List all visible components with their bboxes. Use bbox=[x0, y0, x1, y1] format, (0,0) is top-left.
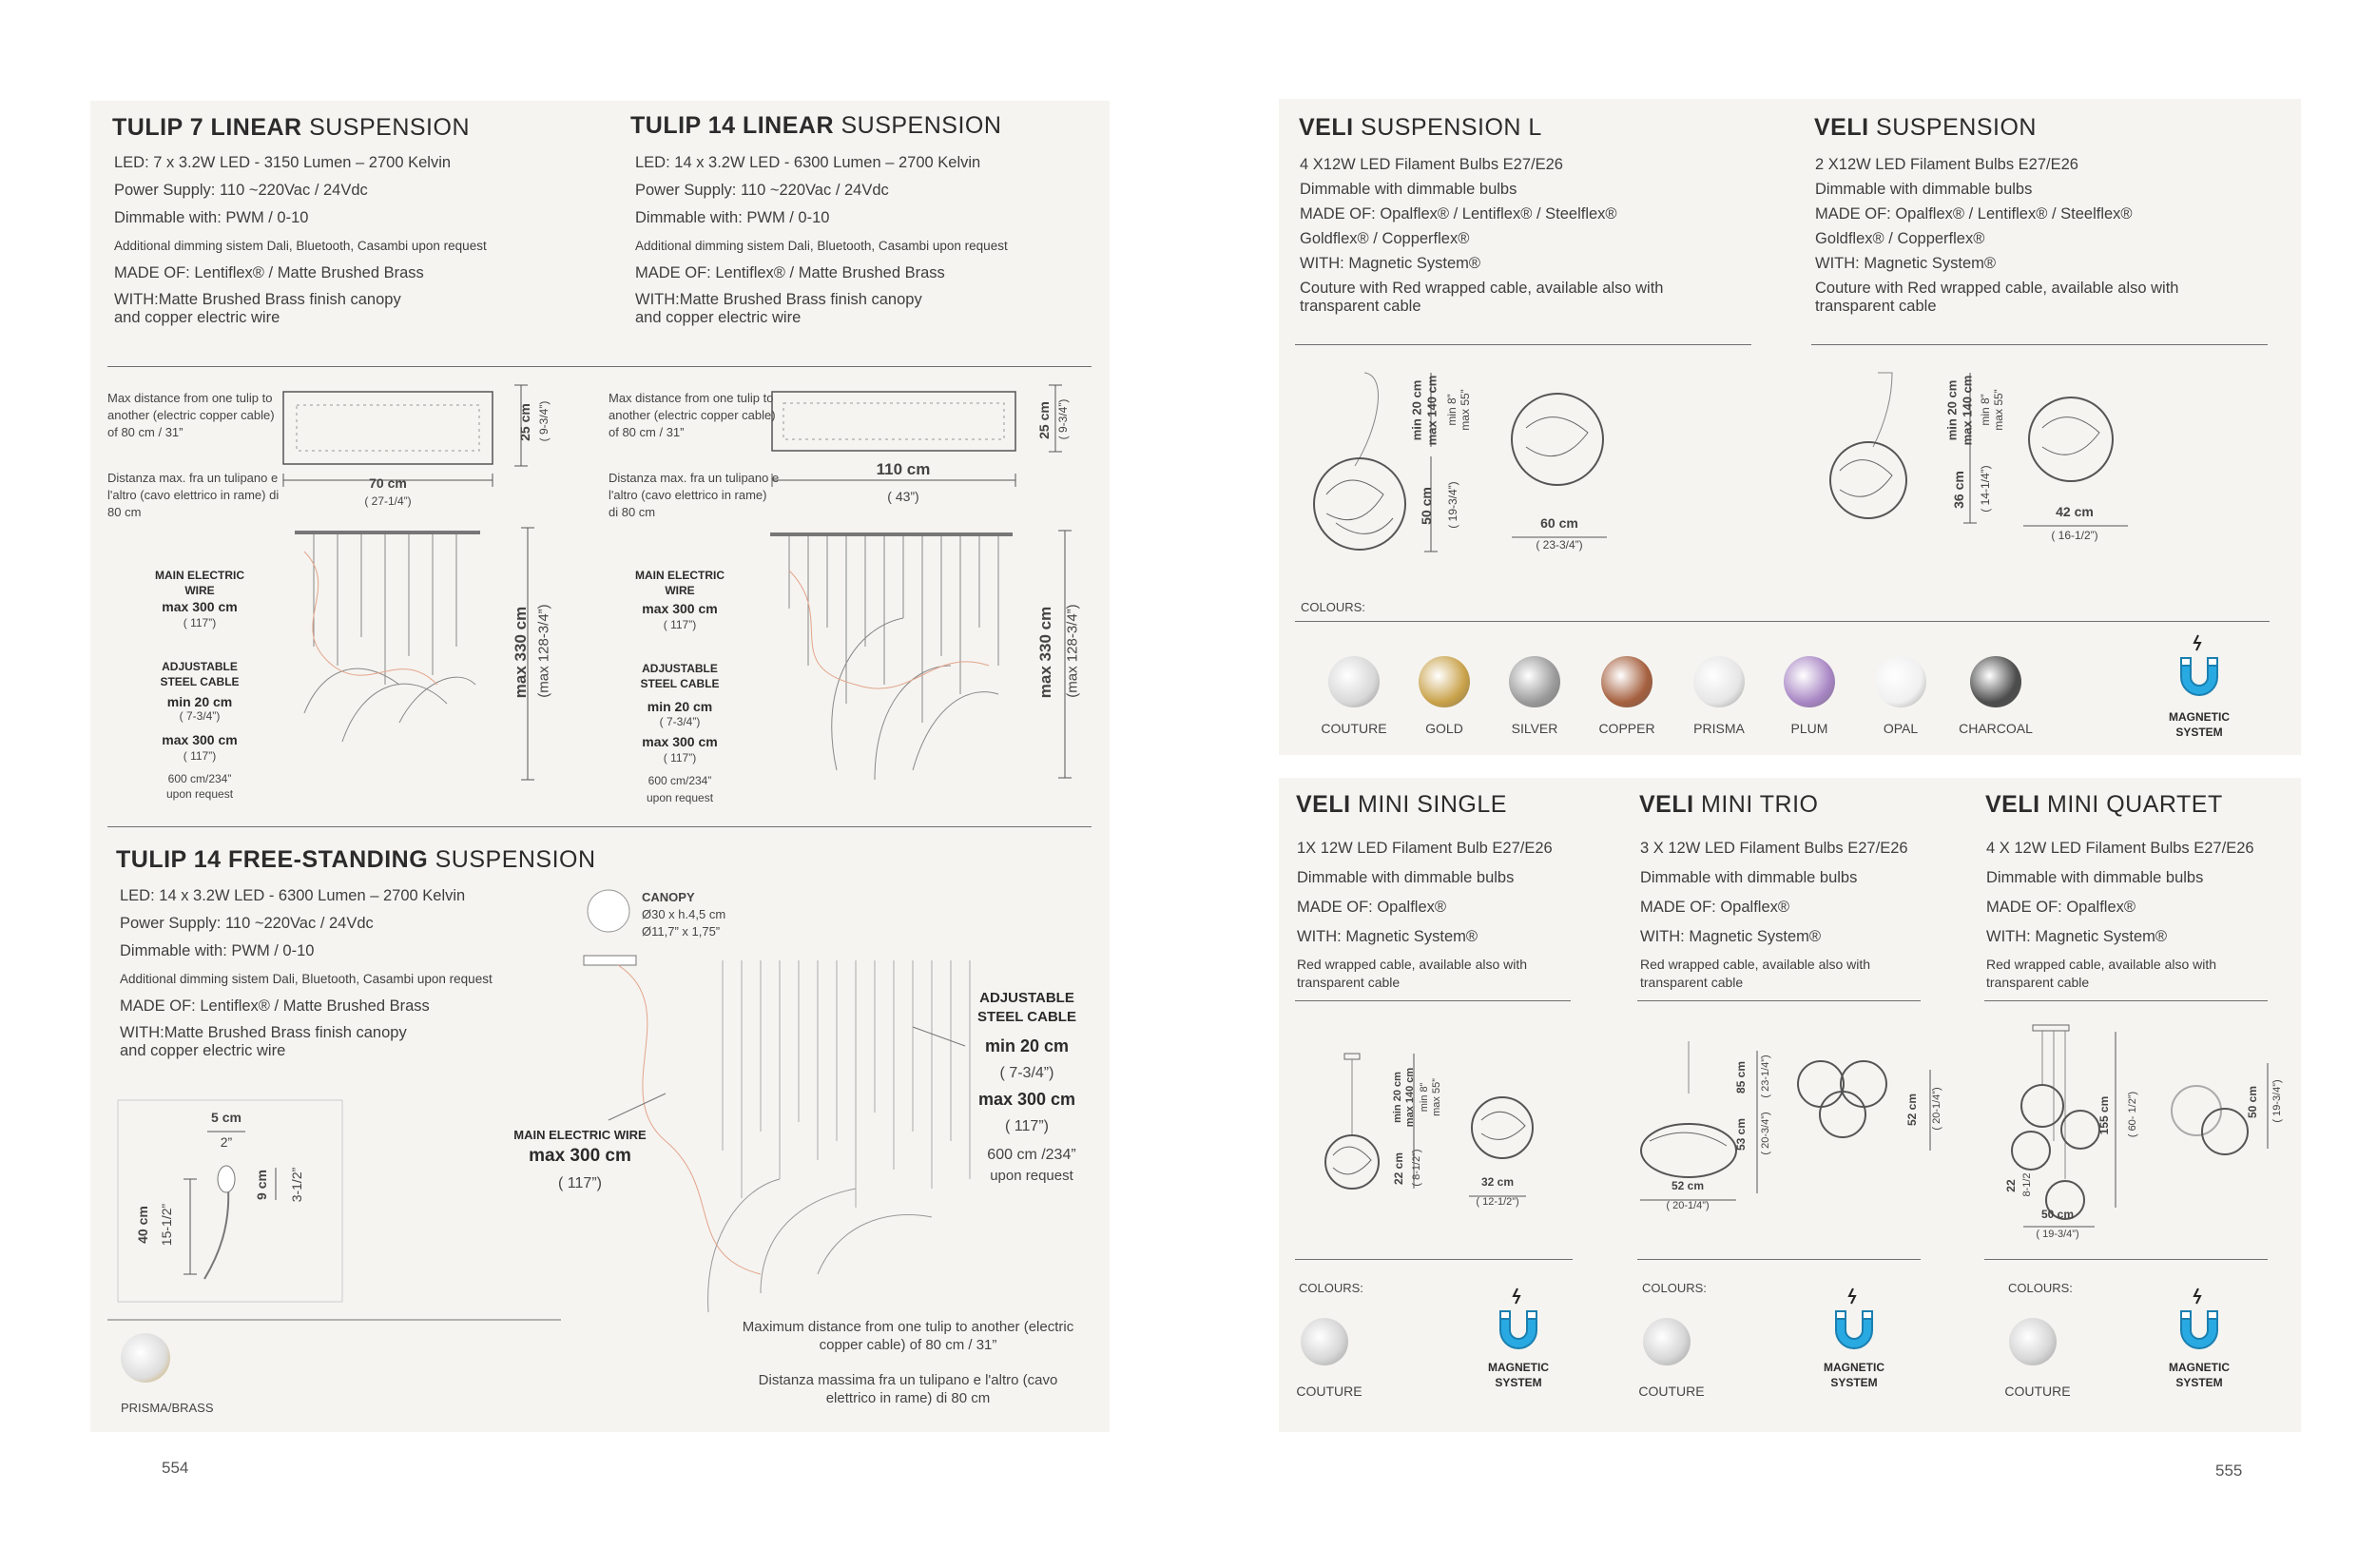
mini-trio-side-h-in: ( 20-1/4”) bbox=[1931, 1087, 1942, 1131]
tulip-free-steel-min-in: ( 7-3/4”) bbox=[999, 1065, 1054, 1081]
veli-mini-single-title: VELI MINI SINGLE bbox=[1296, 791, 1507, 818]
veli-l-title: VELI SUSPENSION L bbox=[1299, 114, 1542, 141]
mini-single-min: min 20 cm bbox=[1392, 1072, 1403, 1123]
mini-single-colours-divider bbox=[1295, 1259, 1573, 1260]
tulip-single-head-h: 9 cm bbox=[254, 1170, 269, 1200]
tulip-single-height-in: 15-1/2” bbox=[159, 1203, 174, 1247]
tulip14-steel-max-in: ( 117”) bbox=[663, 751, 697, 765]
tulip7-upon: 600 cm/234” bbox=[167, 772, 232, 785]
mini-quartet-h: 22 bbox=[2004, 1179, 2018, 1192]
tulip-free-main-wire: MAIN ELECTRIC WIRE bbox=[513, 1128, 647, 1142]
colour-label-gold: GOLD bbox=[1425, 721, 1463, 736]
veli-max-in: max 55” bbox=[1992, 389, 2005, 431]
veli-l-divider bbox=[1295, 344, 1751, 345]
tulip7-drop-in: (max 128-3/4”) bbox=[535, 604, 552, 698]
mini-trio-w-in: ( 20-1/4”) bbox=[1666, 1200, 1710, 1211]
mini-single-couture-label: COUTURE bbox=[1296, 1384, 1362, 1399]
mini-trio-h: 53 cm bbox=[1734, 1117, 1748, 1152]
veli-mini-quartet-specs: 4 X 12W LED Filament Bulbs E27/E26 Dimmable with dimmable bulbs MADE OF: Opalflex® WITH: Magnetic System® Red wrapped cable, available also with transparent cable bbox=[1986, 840, 2254, 990]
mini-trio-couture-label: COUTURE bbox=[1638, 1384, 1705, 1399]
mini-trio-side-h: 52 cm bbox=[1905, 1093, 1919, 1127]
mini-trio-couture-swatch bbox=[1643, 1318, 1691, 1365]
mini-single-w: 32 cm bbox=[1480, 1175, 1515, 1189]
divider-line bbox=[107, 366, 1092, 367]
veli-w: 42 cm bbox=[2056, 504, 2094, 519]
mini-quartet-couture-label: COUTURE bbox=[2004, 1384, 2071, 1399]
tulip7-steel-max: max 300 cm bbox=[162, 732, 238, 747]
tulip14-drop-dim: max 330 cm bbox=[1036, 606, 1054, 699]
colour-label-opal: OPAL bbox=[1883, 721, 1919, 736]
veli-w-in: ( 16-1/2”) bbox=[2051, 529, 2098, 542]
mini-trio-colours-label: COLOURS: bbox=[1642, 1281, 1707, 1295]
colour-label-plum: PLUM bbox=[1790, 721, 1828, 736]
mini-quartet-magnetic-label: MAGNETIC SYSTEM bbox=[2169, 1361, 2230, 1389]
colour-swatch-copper bbox=[1601, 656, 1652, 707]
mini-single-couture-swatch bbox=[1301, 1318, 1348, 1365]
colour-swatch-plum bbox=[1784, 656, 1835, 707]
mini-single-max-in: max 55” bbox=[1431, 1078, 1442, 1116]
veli-l-max: max 140 cm bbox=[1424, 375, 1440, 446]
mini-single-min-in: min 8” bbox=[1419, 1082, 1430, 1113]
mini-trio-magnetic-label: MAGNETIC SYSTEM bbox=[1824, 1361, 1884, 1389]
colour-label-prisma: PRISMA bbox=[1693, 721, 1745, 736]
veli-divider bbox=[1811, 344, 2268, 345]
tulip-free-upon: 600 cm /234” bbox=[987, 1147, 1076, 1163]
tulip-free-steel: ADJUSTABLE STEEL CABLE bbox=[977, 990, 1076, 1025]
veli-l-w-in: ( 23-3/4”) bbox=[1536, 538, 1583, 552]
magnet-icon bbox=[1830, 1288, 1878, 1355]
veli-l-max-in: max 55” bbox=[1459, 389, 1472, 431]
tulip7-max-distance: Max distance from one tulip to another (electric copper cable) of 80 cm / 31” bbox=[107, 391, 275, 439]
tulip-free-upon2: upon request bbox=[990, 1168, 1073, 1184]
tulip-free-note-it: Distanza massima fra un tulipano e l'altro (cavo elettrico in rame) di 80 cm bbox=[758, 1372, 1058, 1406]
tulip-free-steel-max-in: ( 117”) bbox=[1005, 1118, 1049, 1134]
tulip14-drop-in: (max 128-3/4”) bbox=[1064, 604, 1081, 698]
magnet-icon bbox=[2175, 1288, 2223, 1355]
veli-mini-trio-title: VELI MINI TRIO bbox=[1639, 791, 1819, 818]
magnetic-system-label: MAGNETIC SYSTEM bbox=[2169, 710, 2230, 739]
mini-trio-total-h-in: ( 23-1/4”) bbox=[1760, 1055, 1771, 1098]
veli-mini-quartet-divider bbox=[1984, 1000, 2268, 1001]
mini-quartet-total-h: 155 cm bbox=[2097, 1095, 2111, 1135]
mini-quartet-colours-label: COLOURS: bbox=[2008, 1281, 2073, 1295]
veli-l-h: 50 cm bbox=[1419, 487, 1434, 525]
tulip7-height-dim: 25 cm bbox=[517, 403, 532, 441]
mini-quartet-colours-divider bbox=[1984, 1259, 2268, 1260]
colour-label-couture: COUTURE bbox=[1321, 721, 1387, 736]
veli-min-in: min 8” bbox=[1979, 394, 1992, 426]
tulip14-distanza: Distanza max. fra un tulipano e l'altro (cavo elettrico in rame) di 80 cm bbox=[609, 471, 780, 519]
tulip7-steel-min-in: ( 7-3/4”) bbox=[179, 709, 221, 723]
tulip14-main-wire-label: MAIN ELECTRIC WIRE bbox=[635, 569, 725, 597]
veli-mini-drawings bbox=[0, 0, 1, 1]
colour-swatch-opal bbox=[1875, 656, 1926, 707]
tulip7-steel-label: ADJUSTABLE STEEL CABLE bbox=[160, 660, 240, 688]
tulip14-title: TULIP 14 LINEAR SUSPENSION bbox=[630, 112, 1002, 139]
tulip7-main-wire-max: max 300 cm bbox=[162, 599, 238, 614]
tulip-single-head-h-in: 3-1/2” bbox=[289, 1167, 304, 1203]
divider-line bbox=[107, 826, 1092, 827]
tulip7-title: TULIP 7 LINEAR SUSPENSION bbox=[112, 114, 470, 141]
tulip7-drop-dim: max 330 cm bbox=[512, 606, 530, 699]
magnet-icon bbox=[1495, 1288, 1542, 1355]
colours-label: COLOURS: bbox=[1301, 600, 1365, 614]
mini-single-max: max 140 cm bbox=[1404, 1067, 1416, 1128]
colour-swatch-gold bbox=[1419, 656, 1470, 707]
mini-single-h-in: ( 8-1/2”) bbox=[1411, 1149, 1422, 1187]
veli-l-min-in: min 8” bbox=[1445, 394, 1459, 426]
veli-title: VELI SUSPENSION bbox=[1814, 114, 2037, 141]
tulip7-main-wire-in: ( 117”) bbox=[183, 616, 217, 629]
tulip-single-width-in: 2” bbox=[220, 1134, 233, 1150]
mini-quartet-w-in: ( 19-3/4”) bbox=[2036, 1229, 2079, 1240]
veli-specs: 2 X12W LED Filament Bulbs E27/E26 Dimmable with dimmable bulbs MADE OF: Opalflex® / Lentiflex® / Steelflex® Goldflex® / Copperflex® WITH: Magnetic System® Couture with Red wrapped cable, available also with transparent cable bbox=[1815, 156, 2179, 315]
mini-trio-total-h: 85 cm bbox=[1734, 1060, 1748, 1094]
veli-h: 36 cm bbox=[1951, 471, 1966, 509]
tulip14-height-dim: 25 cm bbox=[1036, 401, 1052, 439]
tulip7-width-in: ( 27-1/4”) bbox=[364, 494, 412, 508]
mini-quartet-side-h-in: ( 19-3/4”) bbox=[2271, 1079, 2283, 1123]
colour-label-charcoal: CHARCOAL bbox=[1959, 721, 2033, 736]
tulip14-width-in: ( 43”) bbox=[887, 489, 919, 504]
canopy-in: Ø11,7” x 1,75” bbox=[642, 924, 721, 939]
colour-swatch-prisma bbox=[1693, 656, 1745, 707]
tulip7-main-wire-label: MAIN ELECTRIC WIRE bbox=[155, 569, 244, 597]
tulip14-upon: 600 cm/234” bbox=[647, 774, 712, 787]
tulip14-upon2: upon request bbox=[646, 791, 714, 804]
colours-divider bbox=[1295, 621, 2270, 622]
mini-single-magnetic-label: MAGNETIC SYSTEM bbox=[1488, 1361, 1549, 1389]
tulip7-steel-min: min 20 cm bbox=[166, 694, 233, 709]
veli-mini-single-divider bbox=[1295, 1000, 1571, 1001]
tulip-free-specs: LED: 14 x 3.2W LED - 6300 Lumen – 2700 Kelvin Power Supply: 110 ~220Vac / 24Vdc Dimmable with: PWM / 0-10 Additional dimming sistem Dali, Bluetooth, Casambi upon request MADE OF: Lentiflex® / Matte Brushed Brass WITH:Matte Brushed Brass finish canopy and copper electric wire bbox=[120, 887, 493, 1059]
tulip14-max-distance: Max distance from one tulip to another (electric copper cable) of 80 cm / 31” bbox=[609, 391, 776, 439]
colour-label-silver: SILVER bbox=[1511, 721, 1558, 736]
mini-quartet-total-h-in: ( 60- 1/2”) bbox=[2127, 1091, 2138, 1138]
mini-quartet-w: 50 cm bbox=[2040, 1208, 2075, 1221]
tulip-free-note-en: Maximum distance from one tulip to another (electric copper cable) of 80 cm / 31” bbox=[742, 1319, 1074, 1353]
veli-l-min: min 20 cm bbox=[1409, 379, 1424, 441]
tulip7-width-dim: 70 cm bbox=[369, 475, 407, 491]
mini-trio-w: 52 cm bbox=[1671, 1179, 1705, 1192]
mini-single-h: 22 cm bbox=[1392, 1152, 1405, 1186]
tulip14-steel-label: ADJUSTABLE STEEL CABLE bbox=[640, 662, 720, 690]
mini-trio-h-in: ( 20-3/4”) bbox=[1760, 1112, 1771, 1155]
tulip7-upon2: upon request bbox=[165, 787, 234, 801]
veli-mini-quartet-title: VELI MINI QUARTET bbox=[1985, 791, 2223, 818]
veli-mini-trio-specs: 3 X 12W LED Filament Bulbs E27/E26 Dimmable with dimmable bulbs MADE OF: Opalflex® WITH: Magnetic System® Red wrapped cable, available also with transparent cable bbox=[1640, 840, 1908, 990]
tulip-single-height: 40 cm bbox=[135, 1206, 150, 1244]
mini-trio-colours-divider bbox=[1637, 1259, 1921, 1260]
colour-swatch-couture bbox=[1328, 656, 1380, 707]
tulip7-height-in: ( 9-3/4”) bbox=[537, 400, 551, 442]
canopy-cm: Ø30 x h.4,5 cm bbox=[642, 907, 726, 921]
tulip-free-steel-max: max 300 cm bbox=[977, 1090, 1076, 1109]
colour-label-copper: COPPER bbox=[1598, 721, 1655, 736]
tulip14-steel-max: max 300 cm bbox=[642, 734, 718, 749]
veli-max: max 140 cm bbox=[1960, 375, 1975, 446]
mini-quartet-couture-swatch bbox=[2009, 1318, 2057, 1365]
veli-l-w: 60 cm bbox=[1540, 515, 1578, 531]
tulip14-steel-min-in: ( 7-3/4”) bbox=[659, 715, 701, 728]
page-number-right: 555 bbox=[2215, 1462, 2243, 1480]
tulip14-main-wire-in: ( 117”) bbox=[663, 618, 697, 631]
mini-quartet-h-in: 8-1/2 bbox=[2021, 1172, 2033, 1197]
tulip7-distanza: Distanza max. fra un tulipano e l'altro (cavo elettrico in rame) di 80 cm bbox=[107, 471, 280, 519]
tulip14-specs: LED: 14 x 3.2W LED - 6300 Lumen – 2700 Kelvin Power Supply: 110 ~220Vac / 24Vdc Dimmable with: PWM / 0-10 Additional dimming sistem Dali, Bluetooth, Casambi upon request MADE OF: Lentiflex® / Matte Brushed Brass WITH:Matte Brushed Brass finish canopy and copper electric wire bbox=[635, 154, 1008, 326]
veli-l-specs: 4 X12W LED Filament Bulbs E27/E26 Dimmable with dimmable bulbs MADE OF: Opalflex® / Lentiflex® / Steelflex® Goldflex® / Copperflex® WITH: Magnetic System® Couture with Red wrapped cable, available also with transparent cable bbox=[1300, 156, 1664, 315]
mini-quartet-side-h: 50 cm bbox=[2246, 1085, 2259, 1119]
tulip-single-width: 5 cm bbox=[211, 1110, 242, 1125]
veli-min: min 20 cm bbox=[1944, 379, 1960, 441]
tulip14-height-in: ( 9-3/4”) bbox=[1056, 398, 1070, 440]
veli-h-in: ( 14-1/4”) bbox=[1979, 465, 1992, 513]
veli-l-h-in: ( 19-3/4”) bbox=[1446, 481, 1459, 529]
tulip-free-title: TULIP 14 FREE-STANDING SUSPENSION bbox=[116, 846, 596, 873]
page-number-left: 554 bbox=[162, 1459, 189, 1477]
tulip-free-main-wire-in: ( 117”) bbox=[558, 1175, 602, 1191]
veli-mini-single-specs: 1X 12W LED Filament Bulb E27/E26 Dimmable with dimmable bulbs MADE OF: Opalflex® WITH: Magnetic System® Red wrapped cable, available also with transparent cable bbox=[1297, 840, 1553, 990]
prisma-brass-swatch bbox=[121, 1333, 170, 1383]
mini-single-w-in: ( 12-1/2”) bbox=[1476, 1196, 1519, 1208]
tulip-free-main-wire-max: max 300 cm bbox=[529, 1146, 631, 1166]
mini-single-colours-label: COLOURS: bbox=[1299, 1281, 1363, 1295]
tulip14-width-dim: 110 cm bbox=[876, 460, 931, 478]
tulip14-main-wire-max: max 300 cm bbox=[642, 601, 718, 616]
magnet-icon bbox=[2175, 635, 2223, 702]
veli-mini-trio-divider bbox=[1637, 1000, 1921, 1001]
tulip7-specs: LED: 7 x 3.2W LED - 3150 Lumen – 2700 Kelvin Power Supply: 110 ~220Vac / 24Vdc Dimmable with: PWM / 0-10 Additional dimming sistem Dali, Bluetooth, Casambi upon request MADE OF: Lentiflex® / Matte Brushed Brass WITH:Matte Brushed Brass finish canopy and copper electric wire bbox=[114, 154, 487, 326]
tulip14-steel-min: min 20 cm bbox=[647, 699, 713, 714]
colour-swatch-charcoal bbox=[1970, 656, 2021, 707]
tulip7-steel-max-in: ( 117”) bbox=[183, 749, 217, 763]
prisma-brass-label: PRISMA/BRASS bbox=[121, 1401, 214, 1415]
colour-swatch-silver bbox=[1509, 656, 1560, 707]
canopy-label: CANOPY bbox=[642, 890, 695, 904]
tulip-free-steel-min: min 20 cm bbox=[984, 1036, 1070, 1055]
